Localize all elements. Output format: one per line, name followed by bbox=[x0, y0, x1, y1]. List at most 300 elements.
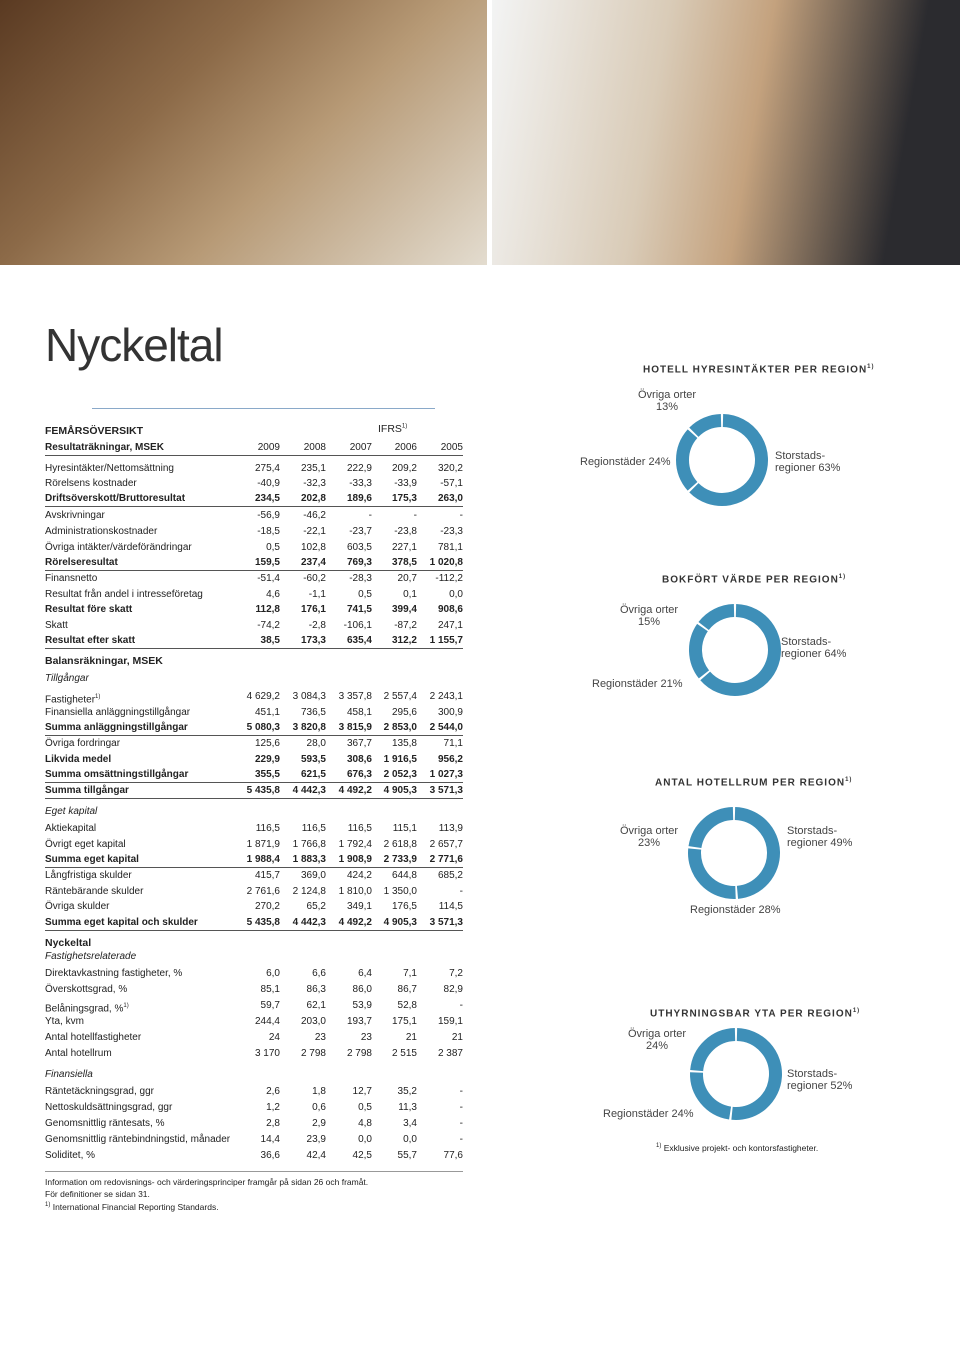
row-value: - bbox=[459, 510, 463, 521]
table-row bbox=[45, 509, 463, 523]
row-value: - bbox=[368, 510, 372, 521]
row-value: 36,6 bbox=[260, 1150, 280, 1161]
row-value: - bbox=[459, 1086, 463, 1097]
row-label-sup: 1) bbox=[123, 1003, 129, 1009]
row-value: 0,0 bbox=[449, 589, 463, 600]
donut-slice-storstads-regioner bbox=[735, 814, 774, 893]
row-value: 769,3 bbox=[346, 557, 372, 568]
table-row bbox=[45, 1133, 463, 1147]
row-value: 85,1 bbox=[260, 984, 280, 995]
row-value: 2 771,6 bbox=[429, 854, 463, 865]
row-value: -23,3 bbox=[440, 526, 463, 537]
chart-slice-label: Storstads- regioner 64% bbox=[781, 636, 847, 660]
row-value: 3 571,3 bbox=[429, 785, 463, 796]
row-value: 52,8 bbox=[397, 1000, 417, 1011]
row-label: Fastigheter$^{1)}$ bbox=[45, 694, 101, 706]
row-label: Avskrivningar bbox=[45, 510, 105, 521]
row-value: 2,6 bbox=[266, 1086, 280, 1097]
footnote-2: För definitioner se sidan 31. bbox=[45, 1188, 150, 1199]
footnote-3-sup: 1) bbox=[45, 1202, 51, 1208]
row-label: Övriga skulder bbox=[45, 901, 110, 912]
row-value: 2 387 bbox=[437, 1048, 463, 1059]
donut-slice-regionstäder bbox=[695, 628, 703, 675]
row-value: 2 515 bbox=[391, 1048, 417, 1059]
row-value: 2009 bbox=[257, 442, 280, 453]
chart-title-text: UTHYRNINGSBAR YTA PER REGION bbox=[650, 1008, 853, 1020]
row-value: 1 988,4 bbox=[246, 854, 280, 865]
table-row bbox=[45, 967, 463, 981]
row-label: Genomsnittlig räntebindningstid, månader bbox=[45, 1134, 231, 1145]
row-value: 159,1 bbox=[437, 1016, 463, 1027]
row-value: 4 442,3 bbox=[292, 785, 326, 796]
row-value: 65,2 bbox=[306, 901, 326, 912]
row-label: Övriga fordringar bbox=[45, 738, 121, 749]
table-row bbox=[45, 541, 463, 555]
row-value: 1 766,8 bbox=[292, 839, 326, 850]
table-row bbox=[45, 999, 463, 1013]
row-value: 62,1 bbox=[306, 1000, 326, 1011]
row-label: Resultat från andel i intresseföretag bbox=[45, 589, 203, 600]
table-row bbox=[45, 853, 463, 868]
row-label: Övrigt eget kapital bbox=[45, 839, 126, 850]
row-value: 12,7 bbox=[352, 1086, 372, 1097]
donut-slice-storstads-regioner bbox=[732, 1035, 775, 1114]
row-value: 2008 bbox=[303, 442, 326, 453]
row-label: Hyresintäkter/Nettomsättning bbox=[45, 463, 174, 474]
table-row bbox=[45, 869, 463, 883]
row-value: 2,9 bbox=[312, 1118, 326, 1129]
table-row bbox=[45, 1047, 463, 1061]
row-value: 175,3 bbox=[391, 493, 417, 504]
table-row bbox=[45, 1031, 463, 1045]
row-value: 2 557,4 bbox=[383, 691, 417, 702]
row-value: 3 815,9 bbox=[338, 722, 372, 733]
row-label: Resultat efter skatt bbox=[45, 635, 136, 646]
row-value: 42,5 bbox=[352, 1150, 372, 1161]
row-value: -60,2 bbox=[303, 573, 326, 584]
row-label: Skatt bbox=[45, 620, 68, 631]
row-label: Soliditet, % bbox=[45, 1150, 96, 1161]
table-row bbox=[45, 737, 463, 751]
row-value: 781,1 bbox=[437, 542, 463, 553]
row-value: 176,1 bbox=[300, 604, 326, 615]
row-value: 2 618,8 bbox=[383, 839, 417, 850]
row-value: 300,9 bbox=[437, 707, 463, 718]
row-value: 2 761,6 bbox=[246, 886, 280, 897]
row-value: -18,5 bbox=[257, 526, 280, 537]
row-label: Yta, kvm bbox=[45, 1016, 84, 1027]
chart-footnote-text: Exklusive projekt- och kontorsfastigheter. bbox=[661, 1143, 819, 1153]
row-value: 23 bbox=[360, 1032, 372, 1043]
row-value: 399,4 bbox=[391, 604, 417, 615]
row-value: -23,7 bbox=[349, 526, 372, 537]
row-label: Överskottsgrad, % bbox=[45, 984, 128, 995]
row-value: 86,7 bbox=[397, 984, 417, 995]
table-row bbox=[45, 706, 463, 720]
row-value: 125,6 bbox=[254, 738, 280, 749]
footnote-1: Information om redovisnings- och värderingsprinciper framgår på sidan 26 och framåt. bbox=[45, 1177, 369, 1187]
row-value: 159,5 bbox=[254, 557, 280, 568]
photo-smiling-woman bbox=[492, 0, 960, 265]
row-value: 2 798 bbox=[300, 1048, 326, 1059]
donut-slice-regionstäder bbox=[697, 1073, 731, 1114]
row-label: Resultat före skatt bbox=[45, 604, 133, 615]
row-value: 275,4 bbox=[254, 463, 280, 474]
chart-title-text: ANTAL HOTELLRUM PER REGION bbox=[655, 777, 846, 789]
table-row bbox=[45, 572, 463, 586]
table-row bbox=[45, 1015, 463, 1029]
row-value: 4,8 bbox=[358, 1118, 372, 1129]
row-value: 644,8 bbox=[391, 870, 417, 881]
row-value: 38,5 bbox=[260, 635, 280, 646]
row-label: Räntebärande skulder bbox=[45, 886, 144, 897]
ifrs-rule bbox=[92, 408, 435, 409]
table-row bbox=[45, 556, 463, 571]
donut-slice-övriga-orter bbox=[704, 611, 734, 626]
row-value: 736,5 bbox=[300, 707, 326, 718]
row-label: Summa eget kapital och skulder bbox=[45, 917, 198, 928]
row-label-sup: 1) bbox=[95, 694, 101, 700]
row-value: 24 bbox=[268, 1032, 280, 1043]
chart-title bbox=[655, 777, 852, 788]
equity-heading: Eget kapital bbox=[45, 806, 98, 817]
row-value: 2007 bbox=[349, 442, 372, 453]
row-value: 415,7 bbox=[254, 870, 280, 881]
row-label: Finansnetto bbox=[45, 573, 98, 584]
row-value: 21 bbox=[405, 1032, 417, 1043]
row-value: 222,9 bbox=[346, 463, 372, 474]
row-value: 3 571,3 bbox=[429, 917, 463, 928]
table-row bbox=[45, 721, 463, 736]
row-value: 7,1 bbox=[403, 968, 417, 979]
row-value: 173,3 bbox=[300, 635, 326, 646]
row-value: 1 916,5 bbox=[383, 754, 417, 765]
row-value: -87,2 bbox=[394, 620, 417, 631]
row-value: -112,2 bbox=[435, 573, 463, 584]
row-value: 956,2 bbox=[437, 754, 463, 765]
table-row bbox=[45, 690, 463, 704]
table-row bbox=[45, 462, 463, 476]
row-value: 1 350,0 bbox=[383, 886, 417, 897]
table-row bbox=[45, 753, 463, 767]
row-value: 295,6 bbox=[391, 707, 417, 718]
row-value: 20,7 bbox=[397, 573, 417, 584]
row-value: 2 657,7 bbox=[429, 839, 463, 850]
row-value: 116,5 bbox=[255, 823, 280, 834]
row-value: -57,1 bbox=[440, 478, 463, 489]
year-header-row bbox=[45, 441, 463, 456]
row-value: 114,5 bbox=[438, 901, 463, 912]
row-label: Administrationskostnader bbox=[45, 526, 158, 537]
row-value: 2 798 bbox=[346, 1048, 372, 1059]
row-value: 1,8 bbox=[312, 1086, 326, 1097]
row-label: Summa anläggningstillgångar bbox=[45, 722, 188, 733]
table-row bbox=[45, 1101, 463, 1115]
row-value: 741,5 bbox=[346, 604, 372, 615]
row-value: 451,1 bbox=[254, 707, 280, 718]
table-row bbox=[45, 603, 463, 617]
row-value: 229,9 bbox=[254, 754, 280, 765]
row-value: 4 905,3 bbox=[383, 917, 417, 928]
row-value: 82,9 bbox=[443, 984, 463, 995]
footnote-3-text: International Financial Reporting Standards. bbox=[50, 1201, 219, 1212]
chart-title-sup: 1) bbox=[845, 777, 853, 783]
row-value: - bbox=[459, 886, 463, 897]
row-value: 270,2 bbox=[254, 901, 280, 912]
table-row bbox=[45, 477, 463, 491]
chart-slice-label: Övriga orter 23% bbox=[620, 825, 679, 849]
row-value: -33,9 bbox=[394, 478, 417, 489]
row-value: -51,4 bbox=[257, 573, 280, 584]
row-value: 3 084,3 bbox=[292, 691, 326, 702]
table-row bbox=[45, 885, 463, 899]
table-row bbox=[45, 1149, 463, 1163]
row-value: - bbox=[459, 1102, 463, 1113]
table-row bbox=[45, 838, 463, 852]
row-label: Antal hotellfastigheter bbox=[45, 1032, 142, 1043]
row-value: 2 544,0 bbox=[429, 722, 463, 733]
row-value: 247,1 bbox=[437, 620, 463, 631]
row-value: 1 792,4 bbox=[338, 839, 372, 850]
row-value: 23,9 bbox=[306, 1134, 326, 1145]
row-value: 2 052,3 bbox=[383, 769, 417, 780]
row-value: 908,6 bbox=[437, 604, 463, 615]
donut-slice-regionstäder bbox=[683, 434, 693, 487]
chart-slice-label: Övriga orter 24% bbox=[628, 1028, 687, 1052]
row-value: 378,5 bbox=[391, 557, 417, 568]
row-label: Nettoskuldsättningsgrad, ggr bbox=[45, 1102, 173, 1113]
row-label: Summa eget kapital bbox=[45, 854, 139, 865]
row-value: - bbox=[413, 510, 417, 521]
footnote-rule bbox=[45, 1171, 463, 1172]
row-value: -56,9 bbox=[257, 510, 280, 521]
row-label: Belåningsgrad, %$^{1)}$ bbox=[45, 1003, 129, 1015]
chart-title-text: HOTELL HYRESINTÄKTER PER REGION bbox=[643, 364, 868, 376]
donut-slice-övriga-orter bbox=[697, 1035, 735, 1071]
row-value: 235,1 bbox=[300, 463, 326, 474]
donut-slice-regionstäder bbox=[694, 849, 735, 892]
row-value: 3 170 bbox=[254, 1048, 280, 1059]
row-value: 112,8 bbox=[255, 604, 280, 615]
row-value: 3,4 bbox=[403, 1118, 417, 1129]
row-value: 0,0 bbox=[403, 1134, 417, 1145]
table-row bbox=[45, 525, 463, 539]
row-value: 1 020,8 bbox=[429, 557, 463, 568]
chart-slice-label: Storstads- regioner 63% bbox=[775, 450, 841, 474]
row-value: 86,3 bbox=[306, 984, 326, 995]
property-heading: Fastighetsrelaterade bbox=[45, 951, 137, 962]
row-value: 11,3 bbox=[398, 1102, 417, 1113]
row-value: 0,6 bbox=[312, 1102, 326, 1113]
row-value: 3 820,8 bbox=[292, 722, 326, 733]
chart-slice-label: Storstads- regioner 52% bbox=[787, 1068, 853, 1092]
row-value: -32,3 bbox=[303, 478, 326, 489]
row-value: 4 442,3 bbox=[292, 917, 326, 928]
row-value: -40,9 bbox=[257, 478, 280, 489]
row-value: 113,9 bbox=[438, 823, 463, 834]
row-value: 1 908,9 bbox=[338, 854, 372, 865]
row-label: Rörelsens kostnader bbox=[45, 478, 137, 489]
row-value: 0,5 bbox=[266, 542, 280, 553]
row-value: 1 810,0 bbox=[338, 886, 372, 897]
row-value: -46,2 bbox=[303, 510, 326, 521]
row-value: 116,5 bbox=[347, 823, 372, 834]
row-value: -28,3 bbox=[349, 573, 372, 584]
row-value: 2006 bbox=[394, 442, 417, 453]
row-value: 5 435,8 bbox=[246, 785, 280, 796]
assets-heading: Tillgångar bbox=[45, 673, 89, 684]
row-value: 355,5 bbox=[254, 769, 280, 780]
row-value: 2,8 bbox=[266, 1118, 280, 1129]
row-value: 320,2 bbox=[437, 463, 463, 474]
row-value: 2 124,8 bbox=[292, 886, 326, 897]
row-value: -106,1 bbox=[343, 620, 372, 631]
row-value: 2 733,9 bbox=[383, 854, 417, 865]
row-value: 244,4 bbox=[254, 1016, 280, 1027]
row-value: -1,1 bbox=[308, 589, 326, 600]
chart-footnote-sup: 1) bbox=[656, 1143, 662, 1150]
chart-slice-label: Regionstäder 21% bbox=[592, 678, 683, 690]
row-value: -22,1 bbox=[303, 526, 326, 537]
row-value: 237,4 bbox=[300, 557, 326, 568]
row-value: 308,6 bbox=[346, 754, 372, 765]
row-value: - bbox=[459, 1118, 463, 1129]
donut-slice-övriga-orter bbox=[694, 421, 721, 433]
row-value: -74,2 bbox=[257, 620, 280, 631]
row-value: 227,1 bbox=[391, 542, 417, 553]
page-title: Nyckeltal bbox=[45, 319, 223, 371]
chart-title-sup: 1) bbox=[867, 364, 875, 370]
row-label: Likvida medel bbox=[45, 754, 112, 765]
chart-title bbox=[662, 574, 846, 585]
row-value: 193,7 bbox=[346, 1016, 372, 1027]
table-row bbox=[45, 900, 463, 914]
row-value: -2,8 bbox=[308, 620, 326, 631]
row-value: 263,0 bbox=[437, 493, 463, 504]
chart-slice-label: Storstads- regioner 49% bbox=[787, 825, 853, 849]
row-value: 202,8 bbox=[300, 493, 326, 504]
row-label: Långfristiga skulder bbox=[45, 870, 132, 881]
chart-slice-label: Övriga orter 13% bbox=[638, 389, 697, 413]
table-row bbox=[45, 619, 463, 633]
photo-table-setting bbox=[0, 0, 487, 265]
row-value: 175,1 bbox=[391, 1016, 417, 1027]
row-value: 312,2 bbox=[391, 635, 417, 646]
row-value: 1 027,3 bbox=[429, 769, 463, 780]
row-label: Driftsöverskott/Bruttoresultat bbox=[45, 493, 186, 504]
row-label: Resultaträkningar, MSEK bbox=[45, 442, 164, 453]
chart-slice-label: Regionstäder 24% bbox=[580, 456, 671, 468]
financial-heading: Finansiella bbox=[45, 1069, 93, 1080]
donut-slice-övriga-orter bbox=[695, 814, 733, 848]
chart-slice-label: Regionstäder 28% bbox=[690, 904, 781, 916]
row-value: - bbox=[459, 1000, 463, 1011]
row-value: 3 357,8 bbox=[338, 691, 372, 702]
table-row bbox=[45, 916, 463, 931]
row-label: Finansiella anläggningstillgångar bbox=[45, 707, 191, 718]
balance-heading: Balansräkningar, MSEK bbox=[45, 655, 163, 667]
chart-footnote bbox=[656, 1143, 818, 1153]
row-value: 4 492,2 bbox=[338, 917, 372, 928]
row-label: Rörelseresultat bbox=[45, 557, 118, 568]
row-label: Aktiekapital bbox=[45, 823, 97, 834]
row-value: -33,3 bbox=[349, 478, 372, 489]
row-label: Summa omsättningstillgångar bbox=[45, 769, 189, 780]
row-value: 35,2 bbox=[397, 1086, 417, 1097]
row-value: 53,9 bbox=[352, 1000, 372, 1011]
row-value: 2 853,0 bbox=[383, 722, 417, 733]
donut-slice-storstads-regioner bbox=[694, 421, 762, 500]
row-value: 234,5 bbox=[254, 493, 280, 504]
row-value: 135,8 bbox=[391, 738, 417, 749]
row-value: 349,1 bbox=[346, 901, 372, 912]
row-value: 2 243,1 bbox=[429, 691, 463, 702]
row-value: 21 bbox=[451, 1032, 463, 1043]
ifrs-text: IFRS bbox=[378, 423, 402, 435]
row-value: 5 080,3 bbox=[246, 722, 280, 733]
row-value: 14,4 bbox=[260, 1134, 280, 1145]
row-value: 116,5 bbox=[301, 823, 326, 834]
row-label: Räntetäckningsgrad, ggr bbox=[45, 1086, 154, 1097]
table-row bbox=[45, 492, 463, 507]
row-value: 5 435,8 bbox=[246, 917, 280, 928]
row-value: 367,7 bbox=[346, 738, 372, 749]
row-value: 102,8 bbox=[300, 542, 326, 553]
row-value: 42,4 bbox=[306, 1150, 326, 1161]
row-value: 55,7 bbox=[397, 1150, 417, 1161]
row-value: 0,1 bbox=[403, 589, 417, 600]
row-value: 6,4 bbox=[358, 968, 372, 979]
table-row bbox=[45, 784, 463, 799]
row-value: 4 629,2 bbox=[246, 691, 280, 702]
row-value: 676,3 bbox=[346, 769, 372, 780]
table-row bbox=[45, 768, 463, 783]
row-value: 4 492,2 bbox=[338, 785, 372, 796]
row-value: -23,8 bbox=[394, 526, 417, 537]
chart-slice-label: Övriga orter 15% bbox=[620, 604, 679, 628]
table-row bbox=[45, 1117, 463, 1131]
ifrs-label bbox=[378, 423, 407, 435]
table-row bbox=[45, 634, 463, 649]
chart-title-text: BOKFÖRT VÄRDE PER REGION bbox=[662, 574, 839, 586]
row-value: 28,0 bbox=[306, 738, 326, 749]
row-value: 0,5 bbox=[358, 1102, 372, 1113]
footnote-3 bbox=[45, 1200, 368, 1213]
row-label: Antal hotellrum bbox=[45, 1048, 112, 1059]
row-value: 593,5 bbox=[300, 754, 326, 765]
row-value: 621,5 bbox=[300, 769, 326, 780]
row-value: 0,0 bbox=[358, 1134, 372, 1145]
row-value: 203,0 bbox=[300, 1016, 326, 1027]
chart-title-sup: 1) bbox=[838, 574, 847, 580]
row-value: 1 883,3 bbox=[292, 854, 326, 865]
row-value: 4 905,3 bbox=[383, 785, 417, 796]
chart-title-sup: 1) bbox=[852, 1008, 861, 1014]
row-value: 86,0 bbox=[352, 984, 372, 995]
row-label: Summa tillgångar bbox=[45, 785, 129, 796]
row-value: 603,5 bbox=[346, 542, 372, 553]
table-row bbox=[45, 588, 463, 602]
row-value: 176,5 bbox=[391, 901, 417, 912]
row-value: 4,6 bbox=[266, 589, 280, 600]
row-value: 1,2 bbox=[266, 1102, 280, 1113]
kpi-heading: Nyckeltal bbox=[45, 937, 92, 949]
row-value: 685,2 bbox=[437, 870, 463, 881]
row-value: 59,7 bbox=[260, 1000, 280, 1011]
row-value: 2005 bbox=[440, 442, 463, 453]
row-value: 424,2 bbox=[346, 870, 372, 881]
row-value: 115,1 bbox=[392, 823, 417, 834]
